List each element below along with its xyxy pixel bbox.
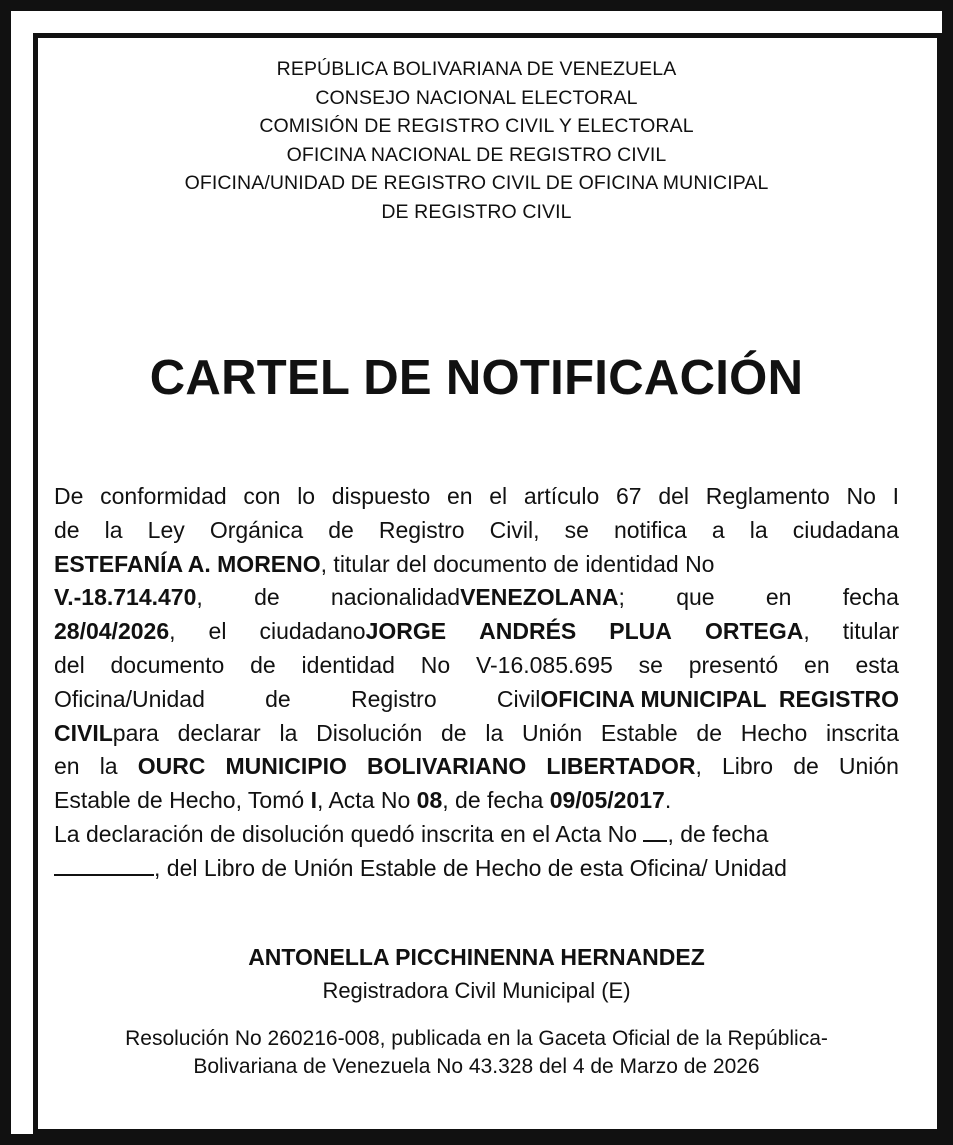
body-word: conformidad <box>100 483 227 509</box>
body-word: la <box>99 753 118 780</box>
header-line-2: CONSEJO NACIONAL ELECTORAL <box>315 86 638 109</box>
body-word: Hecho <box>740 719 808 746</box>
body-word: Registro <box>350 685 437 712</box>
body-word: Unión <box>838 753 899 780</box>
tomo-value: I <box>310 787 317 814</box>
body-word: Disolución <box>316 719 423 746</box>
header-line-6: DE REGISTRO CIVIL <box>381 200 572 223</box>
acta-blank <box>643 818 667 842</box>
body-word: la <box>749 516 768 543</box>
body-word: inscrita <box>826 719 899 746</box>
body-word: la <box>104 516 123 543</box>
body-word: en <box>446 483 473 509</box>
body-word: No <box>420 651 451 678</box>
body-word: 67 <box>616 483 642 509</box>
body-word: el <box>208 618 227 645</box>
body-line-12 <box>54 852 899 886</box>
body-word: esta <box>855 651 899 678</box>
body-word: Ley <box>147 516 185 543</box>
signatory-role: Registradora Civil Municipal (E) <box>322 978 631 1003</box>
body-word: OURC <box>137 753 206 780</box>
body-word: 28/04/2026, <box>54 618 176 645</box>
notice-title: CARTEL DE NOTIFICACIÓN <box>149 351 804 405</box>
signatory-name: ANTONELLA PICCHINENNA HERNANDEZ <box>248 944 705 970</box>
body-word: No <box>846 483 876 509</box>
body-line-10 <box>54 784 899 818</box>
institution-header <box>0 55 953 226</box>
body-text: , titular del documento de identidad No <box>320 550 715 577</box>
body-word: de <box>250 651 276 678</box>
body-word: la <box>485 719 504 746</box>
body-line-1 <box>54 480 899 514</box>
body-line-9 <box>54 750 899 784</box>
body-line-4 <box>54 581 899 615</box>
body-word: documento <box>110 651 225 678</box>
body-word: que <box>676 584 715 611</box>
body-word: notifica <box>613 516 687 543</box>
header-line-3: COMISIÓN DE REGISTRO CIVIL Y ELECTORAL <box>259 115 694 137</box>
header-line-1: REPÚBLICA BOLIVARIANA DE VENEZUELA <box>276 58 677 80</box>
body-word: en <box>765 584 792 611</box>
body-text: . <box>664 787 672 814</box>
body-word: de <box>54 516 80 543</box>
body-word: ciudadanoJORGE <box>259 618 447 645</box>
body-text: , del Libro de Unión Estable de Hecho de esta Oficina/ Unidad <box>154 854 787 881</box>
body-line-3 <box>54 548 899 582</box>
body-text: , de fecha <box>667 820 769 847</box>
body-word: Reglamento <box>705 483 830 509</box>
body-word: LIBERTADOR, <box>546 753 702 780</box>
body-word: de <box>254 584 280 611</box>
body-word: de <box>793 753 819 780</box>
body-word: se <box>638 651 663 678</box>
signature-block <box>0 940 953 1008</box>
body-word: Libro <box>721 753 774 780</box>
body-word: la <box>279 719 298 746</box>
body-word: V.-18.714.470, <box>54 584 203 611</box>
body-word: presentó <box>688 651 779 678</box>
body-word: I <box>892 483 899 509</box>
body-word: de <box>265 685 291 712</box>
body-word: titular <box>842 618 899 645</box>
body-word: artículo <box>523 483 600 509</box>
body-text: Estable de Hecho, Tomó <box>54 787 305 814</box>
acta-value: 08 <box>416 787 443 814</box>
body-line-5 <box>54 615 899 649</box>
body-word: nacionalidadVENEZOLANA; <box>330 584 625 611</box>
body-word: de <box>441 719 467 746</box>
body-word: V-16.085.695 <box>475 651 613 678</box>
body-word: CivilOFICINA MUNICIPAL REGISTRO <box>496 685 899 712</box>
resolution-line-2: Bolivariana de Venezuela No 43.328 del 4 de Marzo de 2026 <box>193 1055 760 1078</box>
body-line-8 <box>54 717 899 751</box>
body-word: Orgánica <box>209 516 304 543</box>
body-word: Civil, <box>489 516 540 543</box>
body-word: De <box>54 483 84 509</box>
body-word: Unión <box>522 719 583 746</box>
body-word: BOLIVARIANO <box>367 753 527 780</box>
header-line-5: OFICINA/UNIDAD DE REGISTRO CIVIL DE OFICINA MUNICIPAL <box>184 172 769 194</box>
resolution-note <box>0 1025 953 1081</box>
body-word: Oficina/Unidad <box>54 685 205 712</box>
body-word: CIVILpara <box>54 719 159 746</box>
body-word: declarar <box>177 719 261 746</box>
body-word: en <box>54 753 80 780</box>
body-line-6 <box>54 649 899 683</box>
body-word: fecha <box>842 584 899 611</box>
body-word: ANDRÉS <box>479 618 577 645</box>
body-word: Estable <box>600 719 678 746</box>
body-word: MUNICIPIO <box>225 753 347 780</box>
body-word: ciudadana <box>792 516 899 543</box>
body-word: lo <box>297 483 316 509</box>
body-line-7 <box>54 683 899 717</box>
body-word: del <box>54 651 85 678</box>
body-word: a <box>711 516 725 543</box>
resolution-line-1: Resolución No 260216-008, publicada en la Gaceta Oficial de la República- <box>125 1027 828 1050</box>
citizen-name: ESTEFANÍA A. MORENO <box>54 550 321 577</box>
body-text: , de fecha <box>442 787 544 814</box>
body-word: de <box>328 516 354 543</box>
body-word: el <box>489 483 508 509</box>
body-word: Registro <box>378 516 465 543</box>
body-word: identidad <box>301 651 395 678</box>
body-word: ORTEGA, <box>704 618 810 645</box>
body-word: con <box>243 483 281 509</box>
body-line-2 <box>54 514 899 548</box>
date-blank <box>54 852 154 876</box>
body-text: , Acta No <box>316 787 411 814</box>
body-text: La declaración de disolución quedó inscrita en el Acta No <box>54 820 638 847</box>
header-line-4: OFICINA NACIONAL DE REGISTRO CIVIL <box>286 143 667 166</box>
body-word: en <box>804 651 830 678</box>
body-line-11 <box>54 818 899 852</box>
notice-body <box>54 480 899 886</box>
body-word: de <box>696 719 722 746</box>
body-word: se <box>564 516 589 543</box>
acta-date: 09/05/2017 <box>549 787 665 814</box>
body-word: PLUA <box>609 618 672 645</box>
body-word: dispuesto <box>331 483 431 509</box>
body-word: del <box>658 483 690 509</box>
